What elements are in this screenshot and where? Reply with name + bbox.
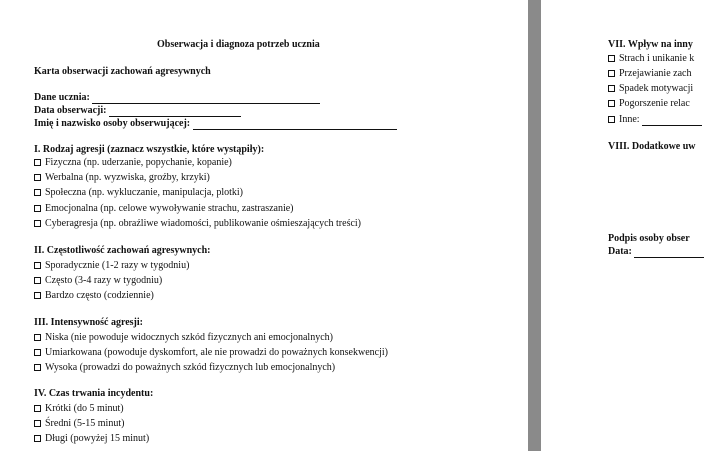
checkbox-icon[interactable] [34,262,41,269]
section-heading: II. Częstotliwość zachowań agresywnych: [34,245,211,256]
checkbox-label: Spadek motywacji [619,83,694,94]
page-gutter [528,0,541,451]
checkbox-item[interactable] [34,332,333,344]
document-page-right [541,0,704,451]
signature-date [608,246,704,258]
checkbox-item[interactable] [34,433,149,445]
field-date-line [109,107,241,117]
checkbox-icon[interactable] [34,277,41,284]
field-student-label: Dane ucznia: [34,92,90,103]
checkbox-item[interactable] [34,418,124,430]
checkbox-item[interactable] [34,157,232,169]
section-heading: VII. Wpływ na inny [608,39,693,50]
checkbox-icon[interactable] [34,174,41,181]
field-student [34,92,320,104]
checkbox-icon[interactable] [34,420,41,427]
checkbox-icon[interactable] [34,205,41,212]
checkbox-icon[interactable] [34,334,41,341]
checkbox-label: Pogorszenie relac [619,98,690,109]
checkbox-label: Społeczna (np. wykluczanie, manipulacja, plotki) [45,187,243,198]
checkbox-icon[interactable] [608,70,615,77]
field-observer [34,118,397,130]
section-heading: IV. Czas trwania incydentu: [34,388,154,399]
field-date [34,105,241,117]
checkbox-item[interactable] [34,172,210,184]
checkbox-item[interactable] [34,403,124,415]
checkbox-label: Umiarkowana (powoduje dyskomfort, ale nie prowadzi do poważnych konsekwencji) [45,347,388,358]
checkbox-item[interactable] [608,83,693,95]
signature-date-line [634,248,704,258]
checkbox-icon[interactable] [608,85,615,92]
signature-date-label: Data: [608,246,632,257]
checkbox-label: Strach i unikanie k [619,53,695,64]
checkbox-label: Wysoka (prowadzi do poważnych szkód fizycznych lub emocjonalnych) [45,362,336,373]
other-line [642,116,702,126]
checkbox-label: Często (3-4 razy w tygodniu) [45,275,163,286]
checkbox-icon[interactable] [34,349,41,356]
checkbox-item[interactable] [608,98,690,110]
checkbox-icon[interactable] [34,435,41,442]
checkbox-label: Werbalna (np. wyzwiska, groźby, krzyki) [45,172,210,183]
checkbox-icon[interactable] [34,364,41,371]
checkbox-item[interactable] [34,218,361,230]
checkbox-item[interactable] [608,53,694,65]
checkbox-label: Bardzo często (codziennie) [45,290,154,301]
checkbox-label: Krótki (do 5 minut) [45,403,124,414]
checkbox-label: Niska (nie powoduje widocznych szkód fizycznych ani emocjonalnych) [45,332,333,343]
checkbox-item[interactable] [34,347,388,359]
card-subtitle: Karta obserwacji zachowań agresywnych [34,66,211,77]
checkbox-label: Emocjonalna (np. celowe wywoływanie strachu, zastraszanie) [45,203,294,214]
checkbox-item[interactable] [34,275,162,287]
checkbox-item[interactable] [608,114,702,126]
checkbox-label: Przejawianie zach [619,68,692,79]
field-observer-line [193,120,397,130]
section-heading: I. Rodzaj agresji (zaznacz wszystkie, które wystąpiły): [34,144,265,155]
checkbox-item[interactable] [34,260,189,272]
field-student-line [92,94,320,104]
document-title: Obserwacja i diagnoza potrzeb ucznia [157,39,320,50]
field-observer-label: Imię i nazwisko osoby obserwującej: [34,118,191,129]
checkbox-label: Długi (powyżej 15 minut) [45,433,150,444]
checkbox-label: Średni (5-15 minut) [45,418,125,429]
checkbox-item[interactable] [34,203,294,215]
section-heading: VIII. Dodatkowe uw [608,141,696,152]
section-heading: III. Intensywność agresji: [34,317,143,328]
checkbox-item[interactable] [34,290,154,302]
checkbox-icon[interactable] [608,116,615,123]
checkbox-label: Cyberagresja (np. obraźliwe wiadomości, publikowanie ośmieszających treści) [45,218,362,229]
checkbox-label: Fizyczna (np. uderzanie, popychanie, kopanie) [45,157,232,168]
checkbox-item[interactable] [34,362,335,374]
checkbox-icon[interactable] [34,189,41,196]
checkbox-icon[interactable] [34,220,41,227]
checkbox-icon[interactable] [34,292,41,299]
signature-label: Podpis osoby obser [608,233,690,244]
checkbox-icon[interactable] [608,55,615,62]
checkbox-item[interactable] [608,68,691,80]
checkbox-item[interactable] [34,187,243,199]
checkbox-icon[interactable] [34,159,41,166]
checkbox-icon[interactable] [608,100,615,107]
field-date-label: Data obserwacji: [34,105,107,116]
checkbox-label: Sporadycznie (1-2 razy w tygodniu) [45,260,190,271]
checkbox-label: Inne: [619,114,640,125]
checkbox-icon[interactable] [34,405,41,412]
